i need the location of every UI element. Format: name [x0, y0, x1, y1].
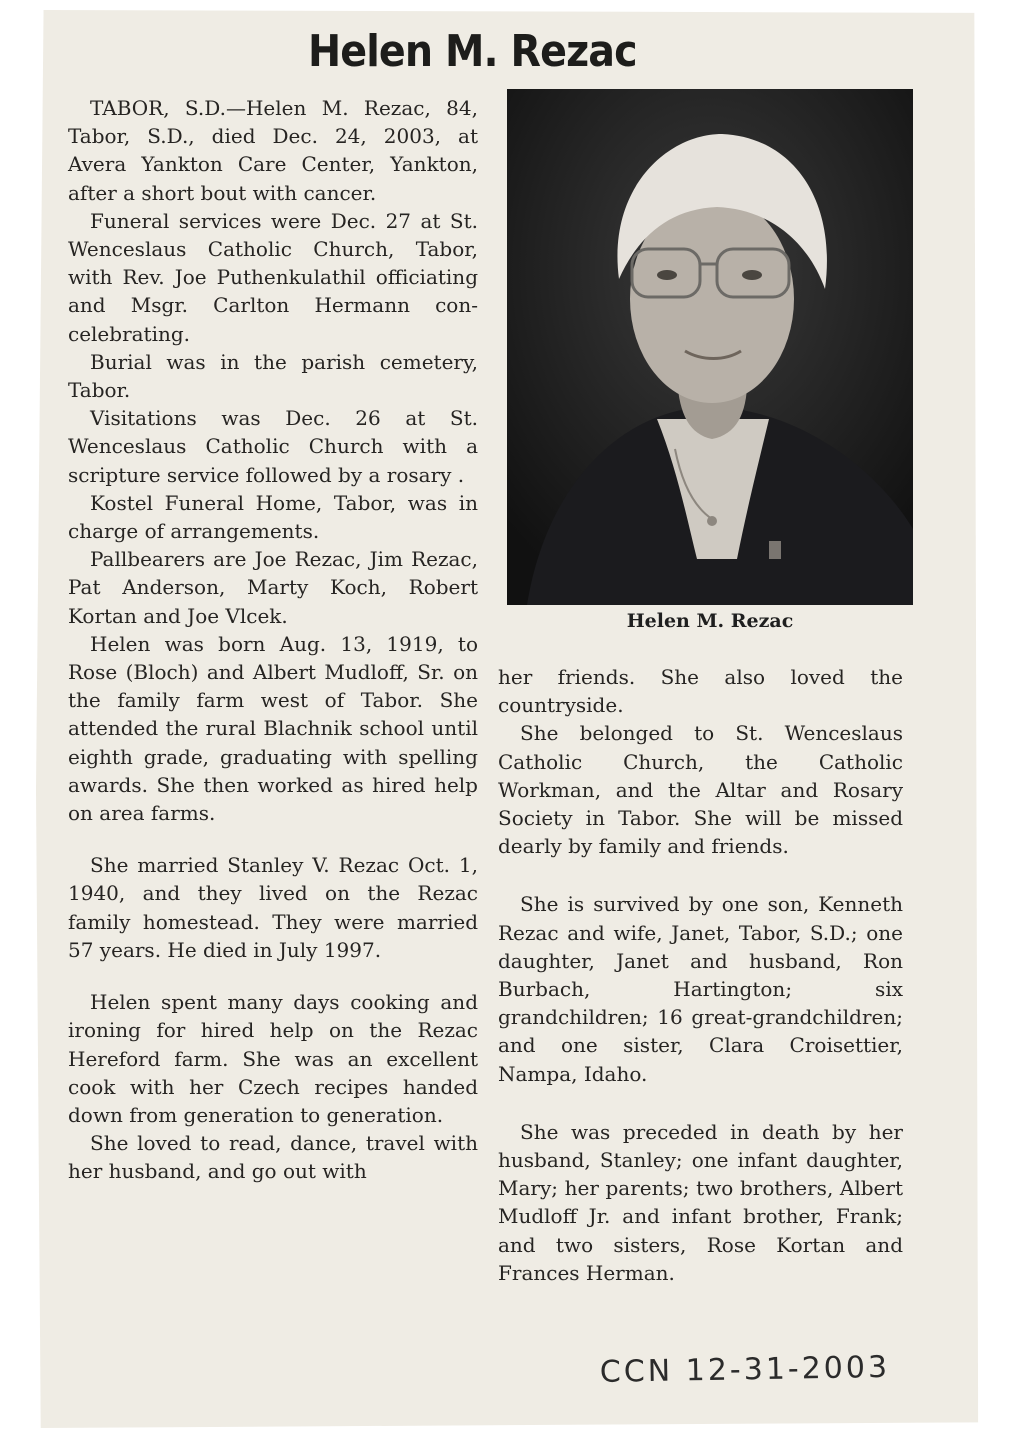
paragraph: She was preceded in death by her husband, Stanley; one infant daughter, Mary; her parents; two brothers, Albert Mudloff Jr. and infant brother, Frank; and two sisters, Rose Kortan and Frances Herman. — [498, 1119, 903, 1285]
article-column-left — [68, 94, 478, 1186]
paragraph-gap — [68, 827, 478, 851]
headline: Helen M. Rezac — [308, 26, 637, 77]
paragraph: She is survived by one son, Kenneth Rezac and wife, Janet, Tabor, S.D.; one daughter, Janet and husband, Ron Burbach, Hartington; six grandchildren; 16 great-grandchildren; and one sister, Clara Croisettier, Nampa, Idaho. — [498, 892, 903, 1086]
portrait-photo — [507, 89, 913, 605]
paragraph-gap — [68, 964, 478, 988]
paragraph: Pallbearers are Joe Rezac, Jim Rezac, Pat Anderson, Marty Koch, Robert Kortan and Joe Vlcek. — [68, 547, 478, 628]
paragraph: her friends. She also loved the countryside. — [498, 665, 903, 718]
paragraph-gap — [498, 1088, 903, 1118]
paragraph: Burial was in the parish cemetery, Tabor. — [68, 349, 478, 403]
paragraph: Kostel Funeral Home, Tabor, was in charge of arrangements. — [68, 490, 478, 544]
paragraph: Funeral services were Dec. 27 at St. Wenceslaus Catholic Church, Tabor, with Rev. Joe Puthenkulathil officiating and Msgr. Carlton Hermann con-celebrating. — [68, 208, 478, 346]
paragraph: She loved to read, dance, travel with her husband, and go out with — [68, 1131, 478, 1184]
paragraph: Helen spent many days cooking and ironing for hired help on the Rezac Hereford farm. She was an excellent cook with her Czech recipes handed down from generation to generation. — [68, 990, 478, 1127]
paragraph: She married Stanley V. Rezac Oct. 1, 1940, and they lived on the Rezac family homestead. They were married 57 years. He died in July 1997. — [68, 853, 478, 962]
handwritten-date-note: CCN 12-31-2003 — [599, 1349, 891, 1390]
paragraph: Helen was born Aug. 13, 1919, to Rose (Bloch) and Albert Mudloff, Sr. on the family farm west of Tabor. She attended the rural Blachnik school until eighth grade, graduating with spelling awards. She then worked as hired help on area farms. — [68, 631, 478, 826]
article-column-right — [498, 663, 903, 1287]
paragraph: She belonged to St. Wenceslaus Catholic Church, the Catholic Workman, and the Altar and Rosary Society in Tabor. She will be missed dearly by family and friends. — [498, 721, 903, 859]
photo-caption: Helen M. Rezac — [626, 610, 794, 632]
paragraph: TABOR, S.D.—Helen M. Rezac, 84, Tabor, S.D., died Dec. 24, 2003, at Avera Yankton Care Center, Yankton, after a short bout with cancer. — [68, 96, 478, 205]
paragraph: Visitations was Dec. 26 at St. Wenceslaus Catholic Church with a scripture service followed by a rosary . — [68, 406, 478, 487]
paragraph-gap — [498, 860, 903, 890]
